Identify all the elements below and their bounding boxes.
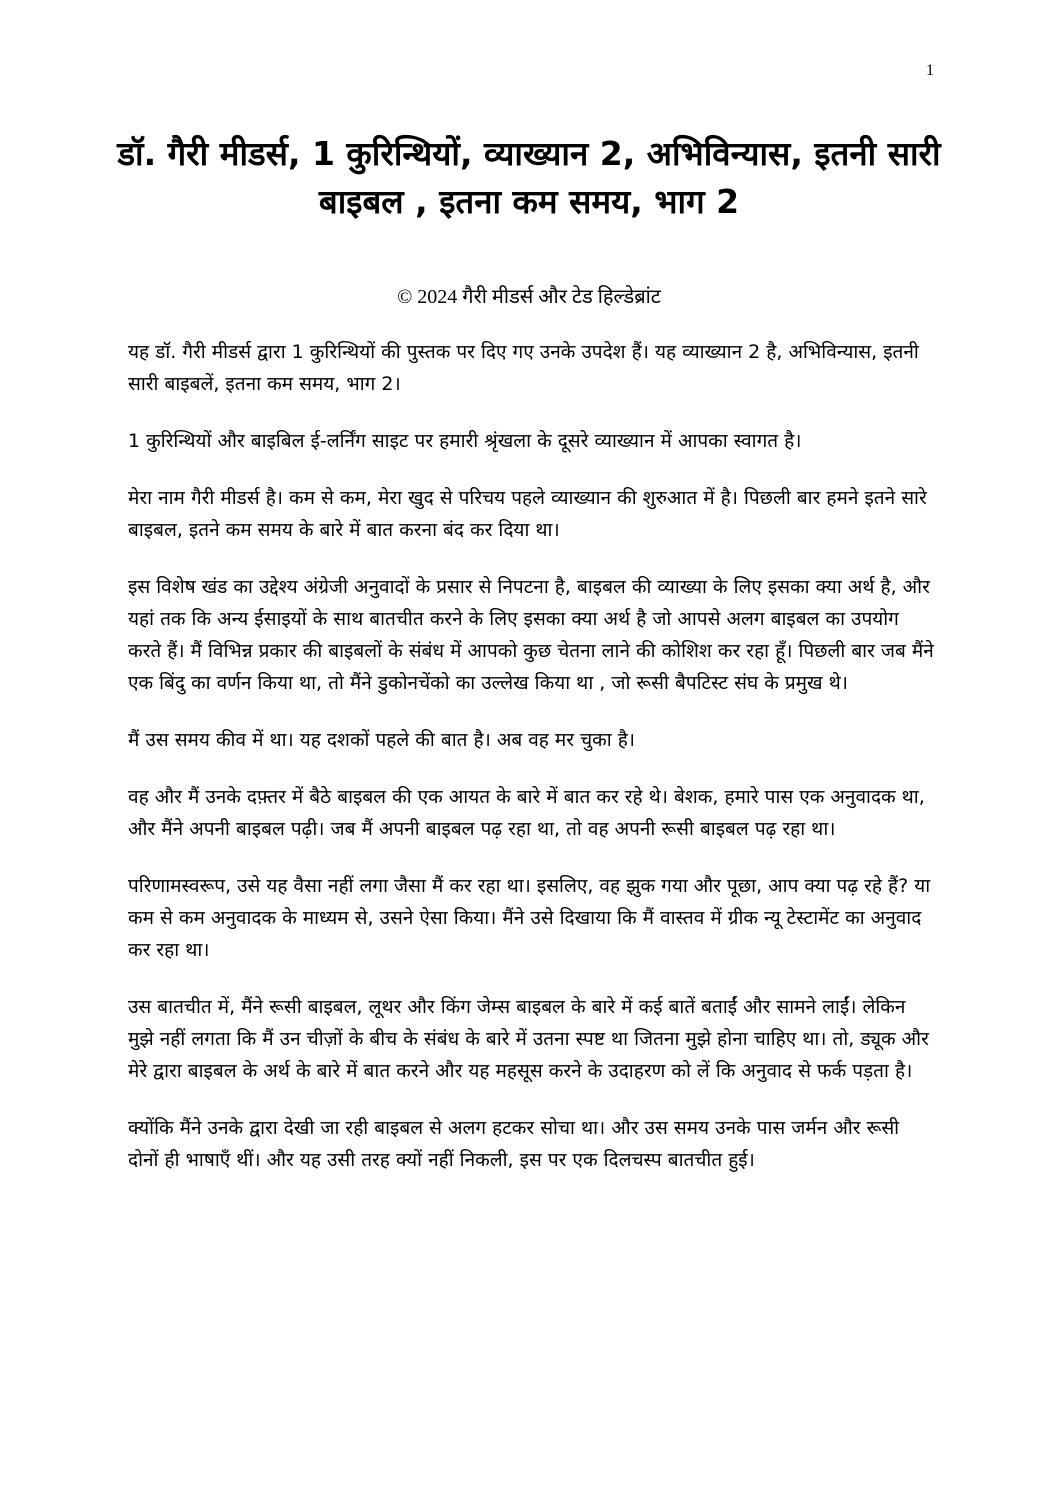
paragraph: मैं उस समय कीव में था। यह दशकों पहले की बात है। अब वह मर चुका है।: [128, 729, 635, 751]
paragraph: इस विशेष खंड का उद्देश्य अंग्रेजी अनुवादों के प्रसार से निपटना है, बाइबल की व्याख्या के लिए इसका क्या अर्थ है, और यहां तक कि अन्य ईसाइयों के साथ बातचीत करने के लिए इसका क्या अर्थ है जो आपसे अलग बाइबल का उपयोग करते हैं। मैं विभिन्न प्रकार की बाइबलों के संबंध में आपको कुछ चेतना लाने की कोशिश कर रहा हूँ। पिछली बार जब मैंने एक बिंदु का वर्णन किया था, तो मैंने डुकोनचेंको का उल्लेख किया था , जो रूसी बैपटिस्ट संघ के प्रमुख थे।: [128, 576, 934, 694]
paragraph: उस बातचीत में, मैंने रूसी बाइबल, लूथर और किंग जेम्स बाइबल के बारे में कई बातें बताईं और सामने लाईं। लेकिन मुझे नहीं लगता कि मैं उन चीज़ों के बीच के संबंध के बारे में उतना स्पष्ट था जितना मुझे होना चाहिए था। तो, ड्यूक और मेरे द्वारा बाइबल के अर्थ के बारे में बात करने और यह महसूस करने के उदाहरण को लें कि अनुवाद से फर्क पड़ता है।: [128, 996, 929, 1082]
document-title: डॉ. गैरी मीडर्स, 1 कुरिन्थियों, व्याख्यान 2, अभिविन्यास, इतनी सारी बाइबल , इतना कम समय, भाग 2: [117, 134, 941, 221]
paragraph: यह डॉ. गैरी मीडर्स द्वारा 1 कुरिन्थियों की पुस्तक पर दिए गए उनके उपदेश हैं। यह व्याख्यान 2 है, अभिविन्यास, इतनी सारी बाइबलें, इतना कम समय, भाग 2।: [128, 341, 919, 395]
paragraph: क्योंकि मैंने उनके द्वारा देखी जा रही बाइबल से अलग हटकर सोचा था। और उस समय उनके पास जर्मन और रूसी दोनों ही भाषाएँ थीं। और यह उसी तरह क्यों नहीं निकली, इस पर एक दिलचस्प बातचीत हुई।: [128, 1117, 900, 1171]
body-text: [128, 336, 934, 1201]
paragraph: 1 कुरिन्थियों और बाइबिल ई-लर्निंग साइट पर हमारी श्रृंखला के दूसरे व्याख्यान में आपका स्वागत है।: [128, 430, 802, 452]
paragraph: मेरा नाम गैरी मीडर्स है। कम से कम, मेरा खुद से परिचय पहले व्याख्यान की शुरुआत में है। पिछली बार हमने इतने सारे बाइबल, इतने कम समय के बारे में बात करना बंद कर दिया था।: [128, 487, 927, 541]
copyright-line: © 2024 गैरी मीडर्स और टेड हिल्डेब्रांट: [397, 286, 661, 308]
paragraph: परिणामस्वरूप, उसे यह वैसा नहीं लगा जैसा मैं कर रहा था। इसलिए, वह झुक गया और पूछा, आप क्या पढ़ रहे हैं? या कम से कम अनुवादक के माध्यम से, उसने ऐसा किया। मैंने उसे दिखाया कि मैं वास्तव में ग्रीक न्यू टेस्टामेंट का अनुवाद कर रहा था।: [128, 875, 931, 961]
page-number: 1: [926, 62, 934, 79]
paragraph: वह और मैं उनके दफ़्तर में बैठे बाइबल की एक आयत के बारे में बात कर रहे थे। बेशक, हमारे पास एक अनुवादक था, और मैंने अपनी बाइबल पढ़ी। जब मैं अपनी बाइबल पढ़ रहा था, तो वह अपनी रूसी बाइबल पढ़ रहा था।: [128, 786, 925, 840]
